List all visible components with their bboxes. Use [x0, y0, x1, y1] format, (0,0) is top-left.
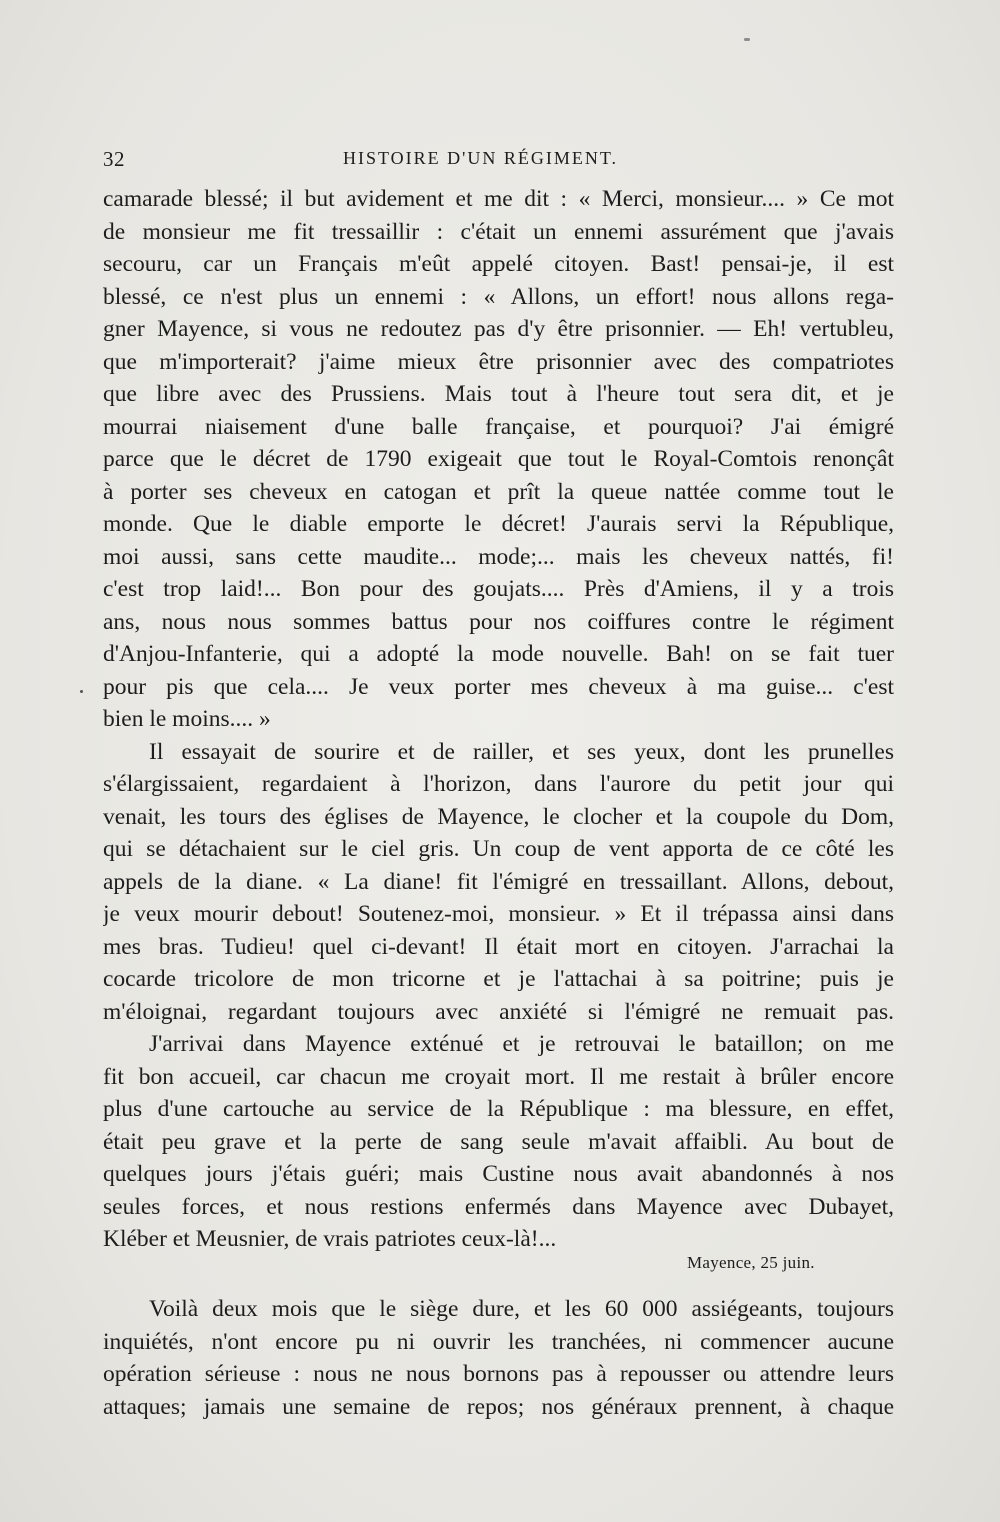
text-line: opération sérieuse : nous ne nous bornons pas à repousser ou attendre leurs — [103, 1361, 894, 1387]
text-line: monde. Que le diable emporte le décret! J'aurais servi la République, — [103, 511, 894, 537]
text-line: mes bras. Tudieu! quel ci-devant! Il était mort en citoyen. J'arrachai la — [103, 933, 894, 960]
text-line: Il essayait de sourire et de railler, et ses yeux, dont les prunelles — [149, 738, 894, 765]
paragraph — [103, 1028, 894, 1256]
text-line: secouru, car un Français m'eût appelé citoyen. Bast! pensai-je, il est — [103, 251, 894, 277]
body-text-continued — [103, 1293, 894, 1423]
scan-speck — [80, 690, 83, 693]
text-line: Voilà deux mois que le siège dure, et les 60 000 assiégeants, toujours — [149, 1296, 894, 1322]
text-line: de monsieur me fit tressaillir : c'était un ennemi assurément que j'avais — [103, 218, 894, 245]
text-line: Kléber et Meusnier, de vrais patriotes ceux-là!... — [103, 1226, 557, 1252]
text-line: quelques jours j'étais guéri; mais Custine nous avait abandonnés à nos — [103, 1161, 894, 1187]
running-head: HISTOIRE D'UN RÉGIMENT. — [343, 148, 619, 168]
text-line: mourrai niaisement d'une balle française, et pourquoi? J'ai émigré — [103, 413, 894, 440]
paragraph — [103, 736, 894, 1029]
text-line: pour pis que cela.... Je veux porter mes cheveux à ma guise... c'est — [103, 673, 894, 700]
text-line: s'élargissaient, regardaient à l'horizon, dans l'aurore du petit jour qui — [103, 771, 894, 797]
text-line: fit bon accueil, car chacun me croyait mort. Il me restait à brûler encore — [103, 1063, 894, 1090]
body-text — [103, 183, 894, 1256]
text-line: je veux mourir debout! Soutenez-moi, monsieur. » Et il trépassa ainsi dans — [103, 901, 894, 927]
scan-speck — [744, 38, 750, 41]
text-line: venait, les tours des églises de Mayence, le clocher et la coupole du Dom, — [103, 803, 894, 830]
text-line: plus d'une cartouche au service de la République : ma blessure, en effet, — [103, 1096, 894, 1122]
page-header — [103, 147, 893, 177]
text-line: bien le moins.... » — [103, 706, 271, 732]
text-line: moi aussi, sans cette maudite... mode;... mais les cheveux nattés, fi! — [103, 543, 894, 570]
text-line: camarade blessé; il but avidement et me dit : « Merci, monsieur.... » Ce mot — [103, 186, 894, 212]
paragraph — [103, 183, 894, 736]
paragraph — [103, 1293, 894, 1423]
text-line: inquiétés, n'ont encore pu ni ouvrir les tranchées, ni commencer aucune — [103, 1328, 894, 1355]
text-line: m'éloignai, regardant toujours avec anxiété si l'émigré ne remuait pas. — [103, 998, 894, 1025]
text-line: d'Anjou-Infanterie, qui a adopté la mode nouvelle. Bah! on se fait tuer — [103, 641, 894, 667]
text-line: seules forces, et nous restions enfermés dans Mayence avec Dubayet, — [103, 1193, 894, 1220]
text-line: était peu grave et la perte de sang seule m'avait affaibli. Au bout de — [103, 1128, 894, 1155]
text-line: à porter ses cheveux en catogan et prît la queue nattée comme tout le — [103, 478, 894, 505]
dateline: Mayence, 25 juin. — [687, 1253, 815, 1272]
text-line: que libre avec des Prussiens. Mais tout à l'heure tout sera dit, et je — [103, 381, 894, 407]
text-line: J'arrivai dans Mayence exténué et je retrouvai le bataillon; on me — [149, 1031, 894, 1057]
text-line: que m'importerait? j'aime mieux être prisonnier avec des compatriotes — [103, 348, 894, 375]
text-line: qui se détachaient sur le ciel gris. Un coup de vent apporta de ce côté les — [103, 836, 894, 862]
text-line: gner Mayence, si vous ne redoutez pas d'y être prisonnier. — Eh! vertubleu, — [103, 316, 894, 342]
text-line: cocarde tricolore de mon tricorne et je l'attachai à sa poitrine; puis je — [103, 966, 894, 992]
text-line: attaques; jamais une semaine de repos; nos généraux prennent, à chaque — [103, 1393, 894, 1420]
text-line: ans, nous nous sommes battus pour nos coiffures contre le régiment — [103, 608, 894, 635]
text-line: c'est trop laid!... Bon pour des goujats.... Près d'Amiens, il y a trois — [103, 576, 894, 602]
page-number: 32 — [103, 147, 125, 171]
text-line: appels de la diane. « La diane! fit l'émigré en tressaillant. Allons, debout, — [103, 868, 894, 895]
text-line: blessé, ce n'est plus un ennemi : « Allons, un effort! nous allons rega- — [103, 283, 894, 310]
text-line: parce que le décret de 1790 exigeait que tout le Royal-Comtois renonçât — [103, 446, 894, 472]
